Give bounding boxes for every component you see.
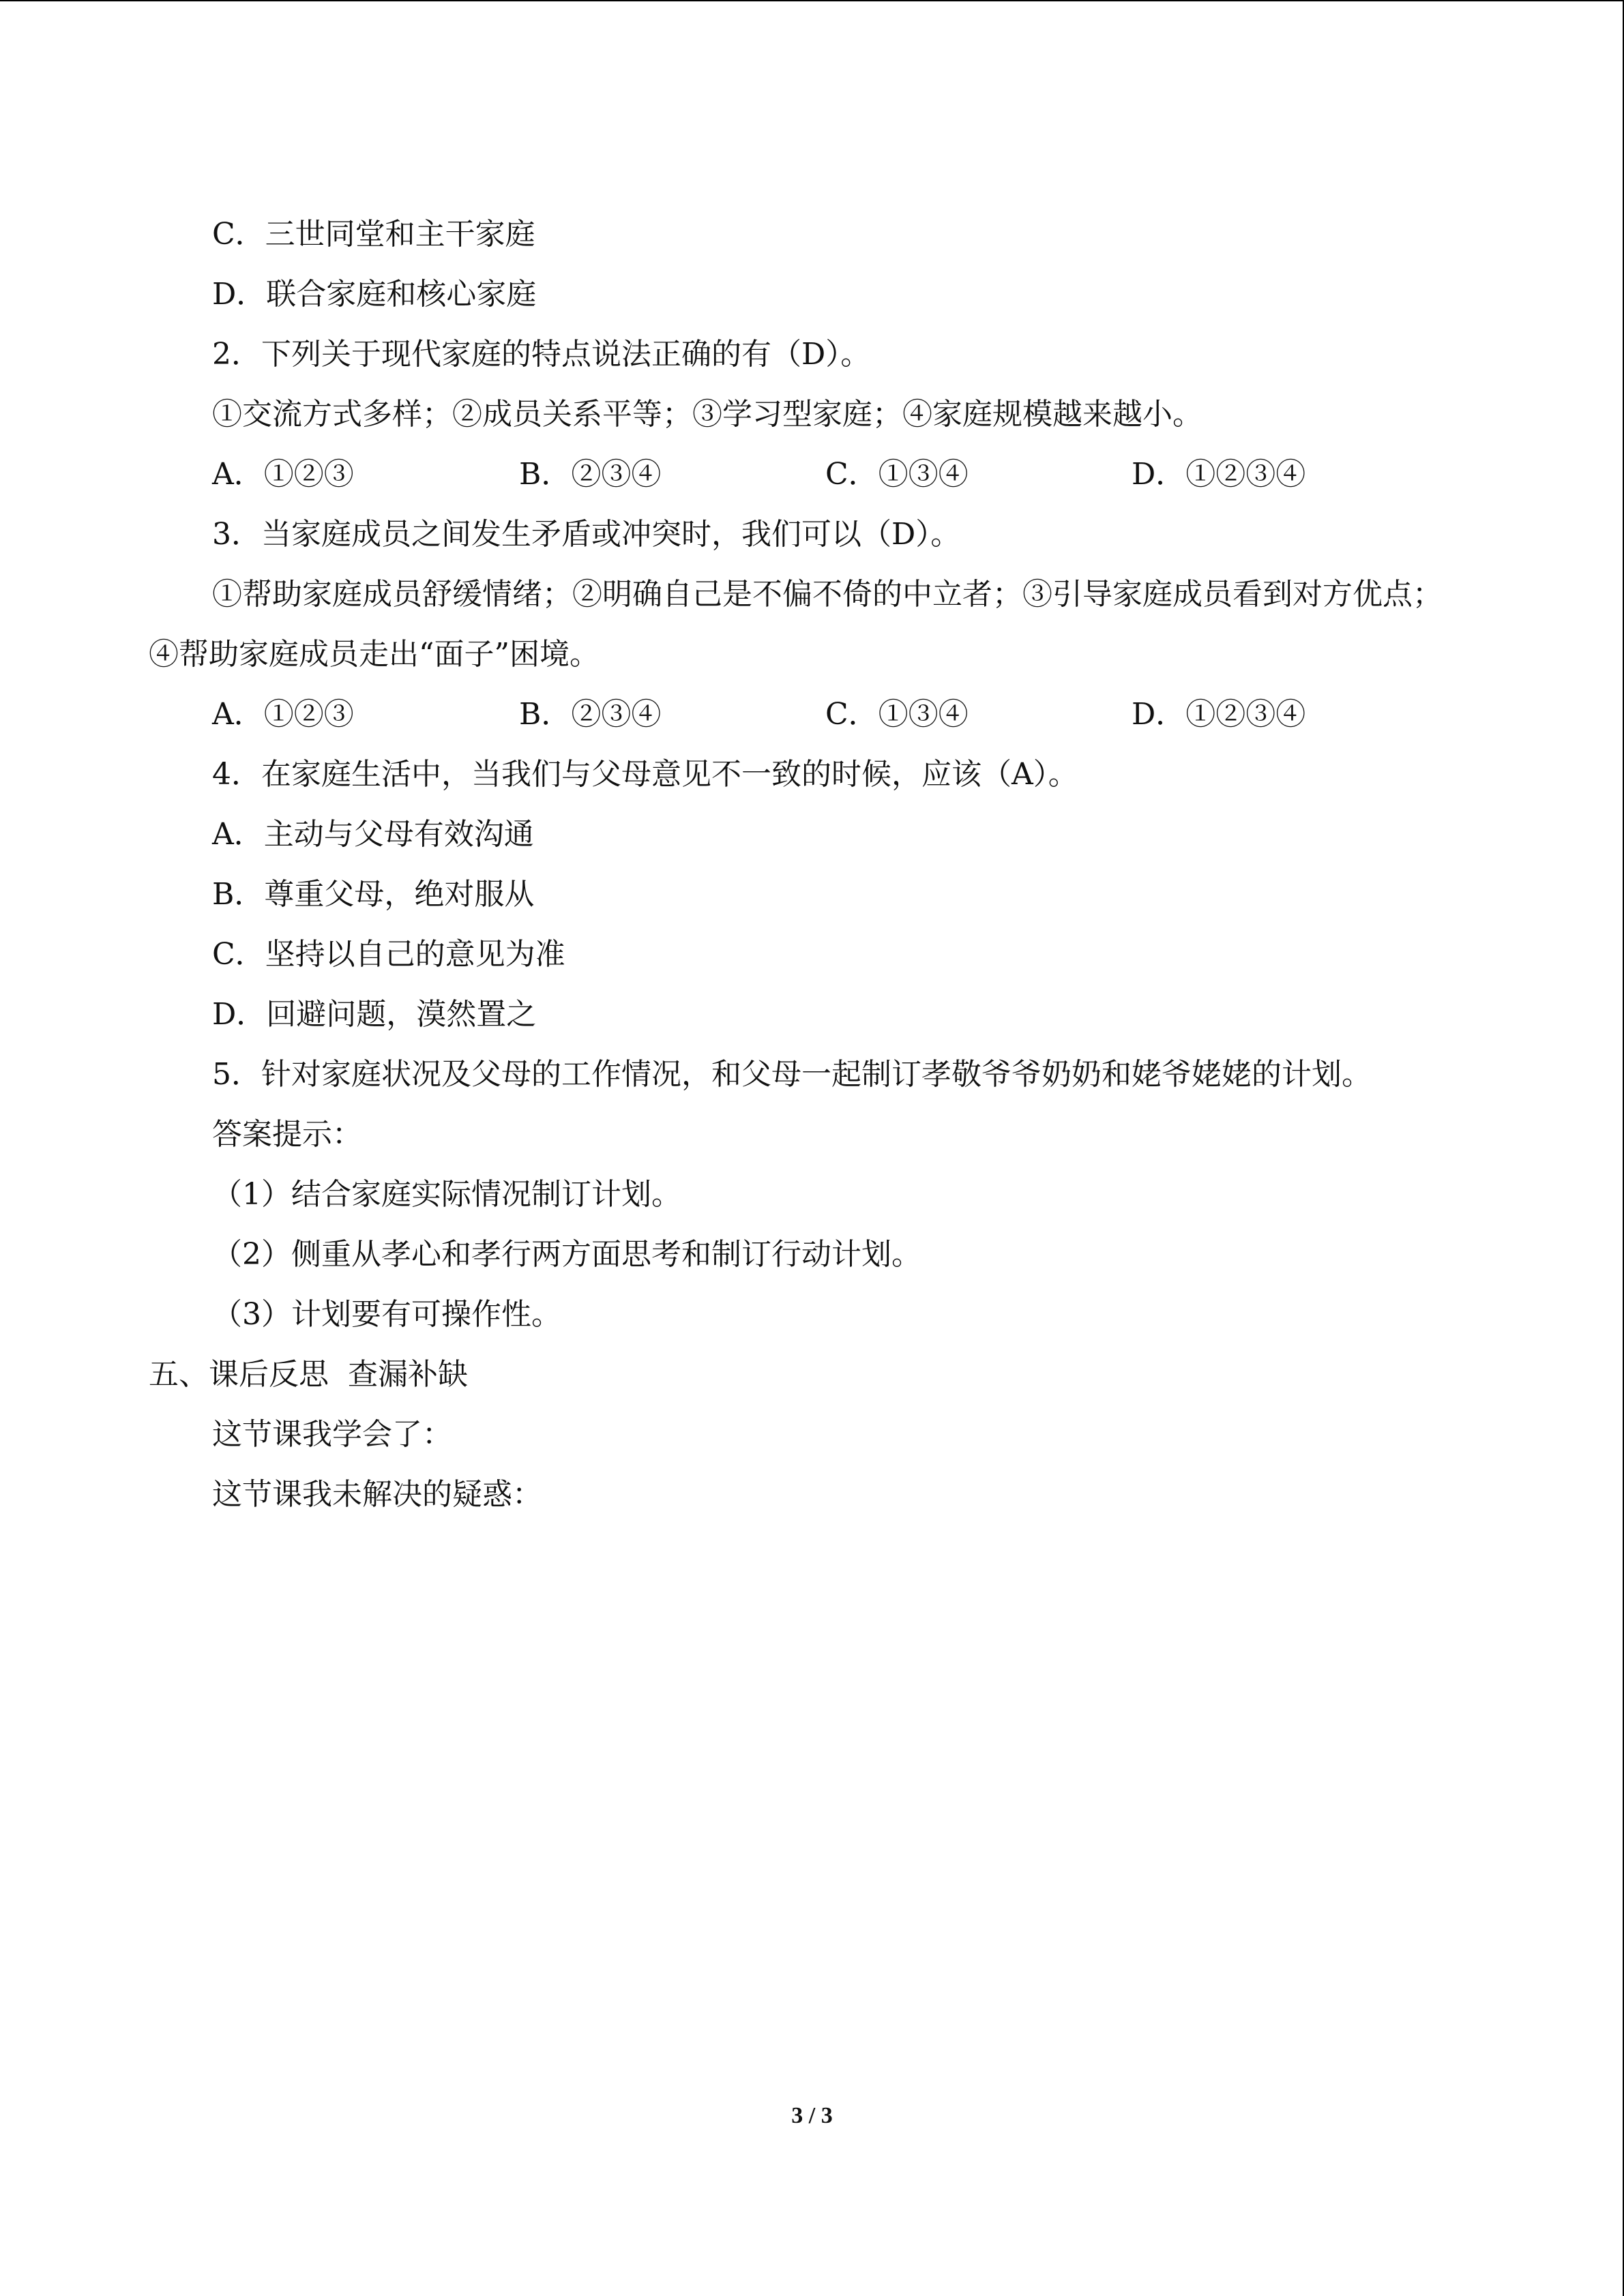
reflection-unresolved: 这节课我未解决的疑惑：: [212, 1477, 542, 1512]
reflection-learned: 这节课我学会了：: [212, 1417, 452, 1452]
q1-option-d: D．联合家庭和核心家庭: [212, 277, 537, 312]
q2-options: [0, 445, 1624, 505]
answer-hint-label: 答案提示：: [212, 1117, 362, 1152]
document-body: [0, 205, 1624, 1525]
answer-hint-1: （1）结合家庭实际情况制订计划。: [212, 1177, 681, 1212]
q2-items: ①交流方式多样；②成员关系平等；③学习型家庭；④家庭规模越来越小。: [212, 397, 1202, 432]
q3-stem: 3．当家庭成员之间发生矛盾或冲突时，我们可以（D）。: [212, 517, 961, 552]
q2-option-a: A．①②③: [212, 457, 354, 492]
page-number: 3 / 3: [791, 2103, 833, 2128]
q4-option-a: A．主动与父母有效沟通: [212, 817, 534, 852]
q2-option-c: C．①③④: [825, 457, 969, 492]
answer-hint-3: （3）计划要有可操作性。: [212, 1297, 561, 1332]
section-title: 五、课后反思 查漏补缺: [149, 1357, 468, 1392]
q3-options: [0, 685, 1624, 745]
q2-option-b: B．②③④: [519, 457, 662, 492]
answer-hint-2: （2）侧重从孝心和孝行两方面思考和制订行动计划。: [212, 1237, 921, 1272]
q2-option-d: D．①②③④: [1132, 457, 1306, 492]
q3-option-a: A．①②③: [212, 697, 354, 732]
q3-option-c: C．①③④: [825, 697, 969, 732]
q3-option-d: D．①②③④: [1132, 697, 1306, 732]
q3-items: ①帮助家庭成员舒缓情绪；②明确自己是不偏不倚的中立者；③引导家庭成员看到对方优点；④帮助家庭成员走出“面子”困境。: [149, 577, 1443, 672]
q4-option-b: B．尊重父母，绝对服从: [212, 877, 535, 912]
q4-stem: 4．在家庭生活中，当我们与父母意见不一致的时候，应该（A）。: [212, 757, 1078, 792]
q2-stem: 2．下列关于现代家庭的特点说法正确的有（D）。: [212, 337, 871, 372]
q3-option-b: B．②③④: [519, 697, 662, 732]
page-top-border: [0, 0, 1624, 1]
q4-option-c: C．坚持以自己的意见为准: [212, 937, 565, 972]
q4-option-d: D．回避问题，漠然置之: [212, 997, 537, 1032]
q1-option-c: C．三世同堂和主干家庭: [212, 217, 535, 252]
q5-stem: 5．针对家庭状况及父母的工作情况，和父母一起制订孝敬爷爷奶奶和姥爷姥姥的计划。: [212, 1057, 1372, 1092]
